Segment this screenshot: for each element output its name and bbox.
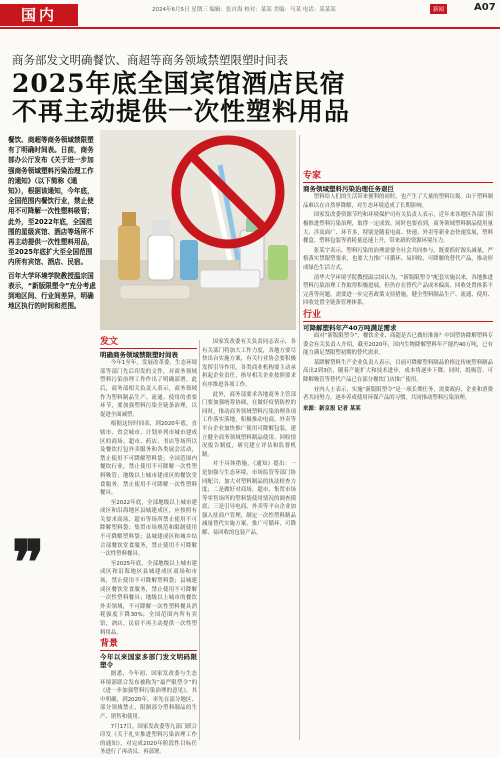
header-rule: [0, 27, 500, 29]
paragraph: 对于具体措施，《通知》提出：一是加强与生态环境、市场监管等部门协同配合，加大对塑料制品的执法检查力度；二是做好对商场、超市、集贸市场等零售场所的塑料袋使用情况的调查摸底；三是引导电商、外卖等平台企业加强入驻商户管理，制定一次性塑料制品减量替代实施方案，推广可循环、可降解、易回收的包装产品。: [202, 461, 296, 537]
section-label-release: 发文: [100, 337, 119, 347]
paragraph: 业内人士表示，实施“新版限塑令”是一项长期任务，需要政府、企业和消费者共同努力，逐步养成使用环保产品的习惯，共同推动塑料污染治理。: [303, 386, 493, 402]
section-heading-expert: 商务领域塑料污染治理任务艰巨: [303, 184, 394, 193]
section-tab: 国内: [0, 4, 78, 26]
paragraph: 今年1至年，发展改革委、生态环境部等部门先后印发的文件，对商务领域塑料污染治理工作作出了明确部署。此后，商务部相关负责人表示，商务领域作为塑料制品生产、流通、使用的重要环节，要加强塑料污染全链条治理，以促进全面减塑。: [100, 360, 197, 418]
section-label-expert: 专家: [303, 171, 322, 181]
paragraph: 面对“新版限塑令”，餐饮企业、商超是否已做好准备？中国塑协降解塑料专委会有关负责人介绍，截至2020年，国内生物降解塑料年产能约40万吨，已有能力满足禁限塑初期的替代需求。: [303, 333, 493, 357]
section-rule: [100, 348, 197, 349]
section-rule: [100, 650, 197, 651]
paragraph: 据悉，今年初，国家发改委与生态环境部联合发布被称为“最严限塑令”的《进一步加强塑料污染治理的意见》，其中明确，到2020年，率先在部分地区、部分领域禁止、限制部分塑料制品的生产、销售和使用。: [100, 670, 197, 720]
plastic-products-photo: [100, 130, 296, 330]
quote-mark-icon: ❞: [12, 528, 45, 598]
paragraph: 至2025年底，全部地级以上城市建成区和沿海地区县城建成区商场和市场，禁止使用不可降解塑料袋；县城建成区餐饮堂食服务，禁止使用不可降解一次性塑料餐具；地级以上城市的餐饮外卖领域，不可降解一次性塑料餐具消耗强度下降30%；全国范围内所有宾馆、酒店、民宿不再主动提供一次性塑料用品。: [100, 560, 197, 636]
paragraph: 塑料给人们的生活带来便利的同时，也产生了大量的塑料垃圾。由于塑料制品难以在自然界降解，对生态环境造成了长期影响。: [303, 194, 493, 209]
article-source: 来源：新京报 记者 某某: [303, 405, 361, 412]
column-divider: [299, 135, 300, 740]
paragraph: 国家发改委有关负责同志表示，各有关部门将加大工作力度，各地方要尽快出台实施方案，有关行业协会要积极发挥引导作用，各类商业机构要主动承担起企业责任，指导相关企业按照要求有序推进各项工作。: [202, 339, 296, 388]
section-rule: [303, 182, 493, 183]
section-label-industry: 行业: [303, 309, 322, 320]
column-4: [303, 132, 493, 413]
paragraph: 国家发改委资源节约和环境保护司有关负责人表示，近年来各地区各部门积极推进塑料污染治理，取得一定成效。同时也要看到，商务领域塑料制品使用量大、涉及面广、环节多，特别是随着电商、快递、外卖等新业态快速发展，塑料餐盒、塑料包装等消耗量迅速上升，带来新的资源环境压力。: [303, 212, 493, 245]
page-header: [0, 0, 500, 28]
page-number: A07: [474, 2, 496, 13]
article-lead: [8, 135, 96, 311]
section-label-background: 背景: [100, 639, 119, 650]
plastic-products-illustration: [100, 130, 296, 330]
editor-tag: 新闻: [430, 4, 447, 14]
paragraph: 7月17日，国家发改委等九部门联合印发《关于扎实推进塑料污染治理工作的通知》，对完成2020年阶段性目标任务进行了再动员、再部署。: [100, 723, 197, 756]
article-headline: [12, 70, 350, 126]
paragraph: 某降解塑料生产企业负责人表示，目前可降解塑料制品价格比传统塑料制品高出2到3倍，随着产能扩大和技术进步，成本将逐步下降。同时，纸吸管、可降解吸管等替代产品已在部分餐饮门店推广使用。: [303, 359, 493, 384]
header-meta: 2024年6月5日 星期三 编辑：张自海 校对：某某 美编：马某 电话：某某某: [152, 7, 336, 13]
article-kicker: 商务部发文明确餐饮、商超等商务领域禁塑限塑时间表: [12, 53, 288, 67]
paragraph: 根据这份时间表，到2020年底，直辖市、省会城市、计划单列市城市建成区的商场、超市、药店、书店等场所以及餐饮打包外卖服务和各类展会活动，禁止使用不可降解塑料袋；全国范围内餐饮行业，禁止使用不可降解一次性塑料吸管；地级以上城市建成区的餐饮堂食服务，禁止使用不可降解一次性塑料餐具。: [100, 421, 197, 497]
headline-line-1: 2025年底全国宾馆酒店民宿: [12, 69, 346, 98]
paragraph: 此外，商务部要求各地商务主管部门要加强统筹协调，在做好疫情防控的同时，推动商务领域塑料污染治理各项工作落实落地，积极推动电商、外卖等平台企业加快推广使用可降解包装，建立健全商务领域塑料制品使用、回收情况报告制度，研究建立评估和监督机制。: [202, 391, 296, 458]
column-2: [100, 338, 197, 758]
column-divider: [199, 340, 200, 740]
section-heading-background: 今年以来国家多部门发文明码限塑令: [100, 652, 197, 670]
paragraph: 至2022年底，全部地级以上城市建成区和沿海地区县城建成区，应按照有关要求商场、超市等场所禁止使用不可降解塑料袋；集贸市场规范和限制使用不可降解塑料袋；县城建成区和城乡结合部餐饮堂食服务，禁止使用不可降解一次性塑料餐具。: [100, 499, 197, 558]
lead-text-2: 百年大学环境学院教授温宗国表示，“新版限塑令”充分考虑到地区间、行业间差异，明确地区执行的时间和范围。: [8, 271, 96, 311]
paragraph: 张某宇表示，塑料污染的治理需要全社会共同参与，既要抓好源头减量，严格落实禁限塑要求，也要大力推广可循环、易回收、可降解的替代产品，推动形成绿色生活方式。: [303, 247, 493, 271]
column-3: [202, 338, 296, 539]
section-rule: [303, 321, 493, 322]
lead-text: 餐饮、商超等商务领域禁限塑有了明确时间表。日前，商务部办公厅发布《关于进一步加强商务领域塑料污染治理工作的通知》（以下简称《通知》），根据该通知，今年底，全国范围内餐饮行业，禁止使用不可降解一次性塑料吸管；此外，至2022年底，全国范围的星级宾馆、酒店等场所不再主动提供一次性塑料用品，至2025年底扩大至全国范围内所有宾馆、酒店、民宿。: [8, 136, 94, 267]
section-heading-industry: 可降解塑料年产40万吨满足需求: [303, 323, 397, 332]
paragraph: 清华大学环境学院教授温宗国认为，“新版限塑令”配套实施以来，各地推进塑料污染治理工作取得积极进展，但仍存在替代产品成本偏高、回收处置体系不完善等问题，需要进一步完善政策支持措施，健全塑料制品生产、流通、使用、回收处置全链条管理体系。: [303, 274, 493, 307]
section-heading-timeline: 明确商务领域禁限塑时间表: [100, 350, 178, 359]
headline-line-2: 不再主动提供一次性塑料用品: [12, 97, 351, 126]
